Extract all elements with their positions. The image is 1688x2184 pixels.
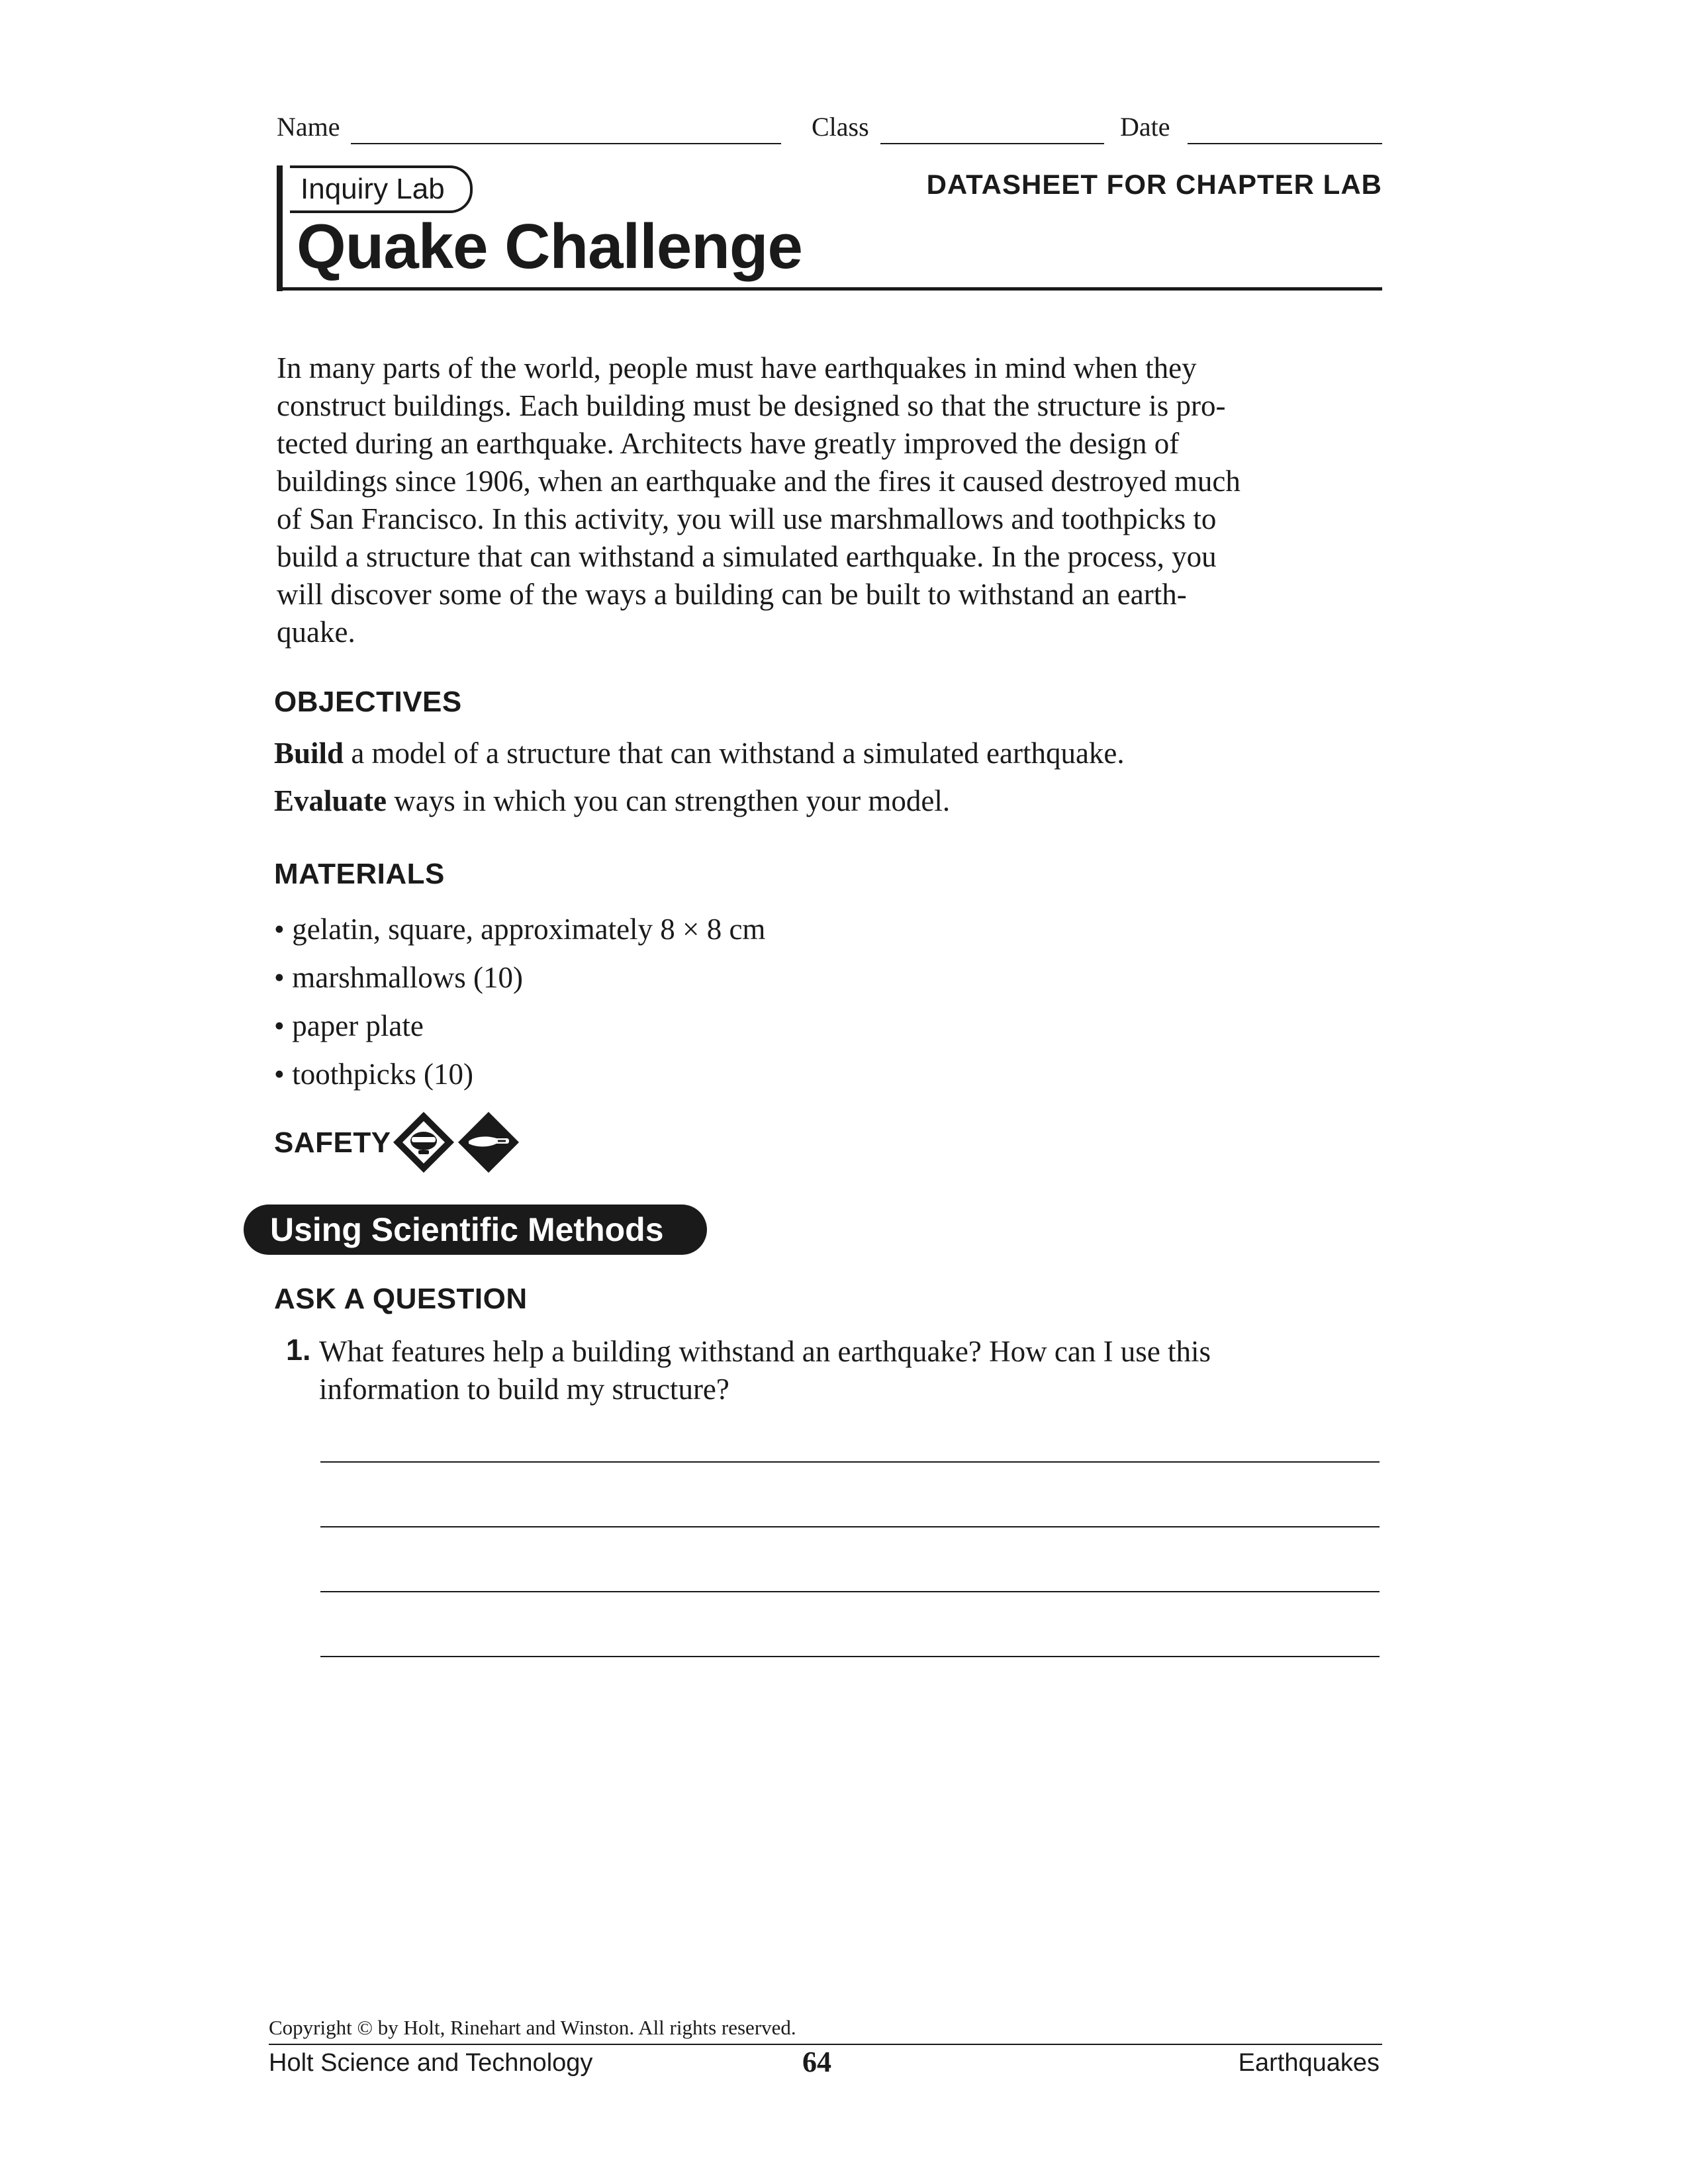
material-text: gelatin, square, approximately 8 × 8 cm — [292, 913, 766, 946]
date-label: Date — [1120, 112, 1170, 142]
ask-question-heading: ASK A QUESTION — [274, 1283, 528, 1315]
answer-line[interactable] — [320, 1461, 1380, 1463]
eye-protection-icon — [392, 1111, 455, 1174]
intro-line: build a structure that can withstand a simulated earthquake. In the process, you — [277, 540, 1217, 573]
title-rule — [277, 287, 1382, 291]
question-number: 1. — [286, 1333, 311, 1367]
answer-line[interactable] — [320, 1591, 1380, 1592]
objective-item — [274, 736, 1125, 770]
material-text: marshmallows (10) — [292, 961, 523, 994]
intro-line: In many parts of the world, people must have earthquakes in mind when they — [277, 351, 1197, 385]
safety-heading: SAFETY — [274, 1126, 391, 1159]
answer-line[interactable] — [320, 1526, 1380, 1527]
intro-line: tected during an earthquake. Architects have greatly improved the design of — [277, 427, 1180, 460]
objective-verb: Evaluate — [274, 784, 387, 817]
question-text — [319, 1333, 1365, 1408]
question-line: information to build my structure? — [319, 1373, 729, 1406]
intro-line: quake. — [277, 615, 355, 649]
list-item — [274, 1050, 765, 1099]
footer-chapter-title: Earthquakes — [1238, 2049, 1380, 2077]
intro-paragraph — [277, 349, 1389, 651]
objectives-heading: OBJECTIVES — [274, 686, 462, 718]
datasheet-label: DATASHEET FOR CHAPTER LAB — [926, 169, 1382, 200]
answer-line[interactable] — [320, 1656, 1380, 1657]
material-text: paper plate — [292, 1009, 424, 1042]
objective-text: ways in which you can strengthen your model. — [387, 784, 951, 817]
page-number: 64 — [802, 2046, 831, 2078]
question-line: What features help a building withstand an earthquake? How can I use this — [319, 1335, 1211, 1368]
bullet: • — [274, 961, 285, 994]
intro-line: of San Francisco. In this activity, you will use marshmallows and toothpicks to — [277, 502, 1217, 535]
scientific-methods-banner: Using Scientific Methods — [244, 1205, 707, 1255]
materials-list — [274, 905, 765, 1099]
bullet: • — [274, 1009, 285, 1042]
material-text: toothpicks (10) — [292, 1058, 473, 1091]
name-field[interactable] — [351, 143, 781, 144]
materials-heading: MATERIALS — [274, 858, 445, 890]
name-label: Name — [277, 112, 340, 142]
list-item — [274, 954, 765, 1002]
class-field[interactable] — [880, 143, 1104, 144]
inquiry-lab-tab: Inquiry Lab — [290, 165, 473, 213]
intro-line: will discover some of the ways a building can be built to withstand an earth- — [277, 578, 1187, 611]
objective-item — [274, 784, 950, 818]
intro-line: construct buildings. Each building must be designed so that the structure is pro- — [277, 389, 1226, 422]
objective-text: a model of a structure that can withstand a simulated earthquake. — [344, 737, 1125, 770]
footer-book-title: Holt Science and Technology — [269, 2049, 593, 2077]
hand-safety-icon — [457, 1111, 520, 1174]
title-bracket-vertical — [277, 165, 283, 291]
list-item — [274, 1002, 765, 1050]
bullet: • — [274, 913, 285, 946]
class-label: Class — [812, 112, 869, 142]
date-field[interactable] — [1188, 143, 1382, 144]
copyright-notice: Copyright © by Holt, Rinehart and Winston. All rights reserved. — [269, 2016, 796, 2039]
objective-verb: Build — [274, 737, 344, 770]
list-item — [274, 905, 765, 954]
bullet: • — [274, 1058, 285, 1091]
intro-line: buildings since 1906, when an earthquake and the fires it caused destroyed much — [277, 465, 1241, 498]
page-title: Quake Challenge — [297, 211, 802, 282]
